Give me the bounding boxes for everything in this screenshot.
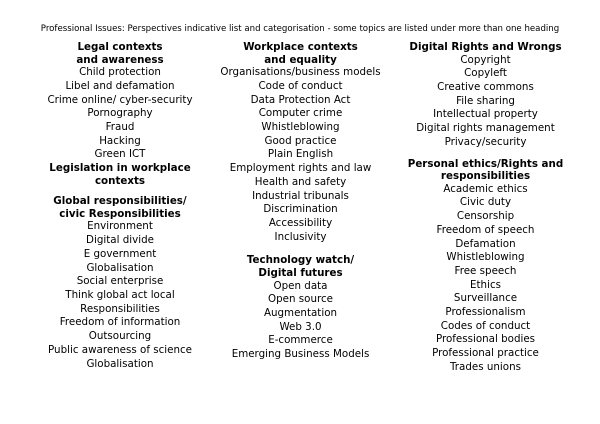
heading-line: Digital Rights and Wrongs [409, 41, 562, 53]
spacer [30, 187, 210, 195]
list-item: Freedom of information [59, 316, 181, 329]
list-item: Open data [273, 279, 328, 292]
list-item: Computer crime [258, 107, 343, 120]
section-legal-contexts [30, 41, 210, 162]
heading-line: civic Responsibilities [59, 207, 181, 220]
list-item: Open source [268, 293, 333, 306]
list-item: Free speech [454, 264, 517, 277]
list-item: Trades unions [450, 360, 521, 373]
list-item: Augmentation [263, 306, 338, 319]
list-item: Creative commons [437, 81, 534, 93]
heading-line: responsibilities [440, 170, 531, 183]
spacer [398, 150, 573, 158]
section-legislation-workplace [30, 162, 210, 187]
section-personal-ethics [398, 158, 573, 375]
list-item: Surveillance [453, 292, 518, 305]
list-item: Data Protection Act [250, 93, 351, 106]
heading-line: Legislation in workplace [49, 162, 191, 175]
list-item: Code of conduct [258, 79, 343, 92]
list-item: Copyright [460, 53, 511, 66]
heading-line: Personal ethics/Rights and [407, 157, 564, 170]
heading-line: Global responsibilities/ [53, 195, 187, 208]
heading-line: and equality [264, 53, 337, 66]
list-item: Child protection [79, 66, 161, 79]
list-item: Intellectual property [433, 108, 538, 121]
list-item: Health and safety [254, 175, 347, 188]
section-heading [30, 162, 210, 187]
list-item: Responsibilities [80, 302, 160, 315]
heading-line: contexts [94, 174, 146, 187]
list-item: Pornography [87, 107, 153, 120]
list-item: Whistleblowing [446, 251, 525, 264]
list-item: Professionalism [445, 306, 526, 319]
section-technology-watch [213, 254, 388, 361]
heading-line: Digital futures [258, 266, 343, 279]
list-item: Outsourcing [88, 330, 152, 343]
list-item: File sharing [456, 94, 515, 107]
list-item: E government [83, 247, 157, 260]
heading-line: Workplace contexts [243, 41, 358, 53]
section-global-responsibilities [30, 195, 210, 371]
list-item: Whistleblowing [261, 121, 340, 133]
section-workplace-contexts [213, 41, 388, 244]
list-item: Professional bodies [435, 333, 536, 346]
list-item: Emerging Business Models [231, 348, 370, 361]
list-item: Copyleft [464, 67, 507, 80]
list-item: Environment [87, 220, 153, 233]
list-item: Globalisation [86, 357, 154, 370]
list-item: Hacking [99, 134, 141, 147]
column-right [398, 41, 573, 375]
list-item: Think global act local [65, 289, 175, 301]
list-item: Social enterprise [76, 275, 164, 288]
section-digital-rights [398, 41, 573, 150]
heading-line: and awareness [76, 53, 164, 66]
spacer [213, 244, 388, 254]
list-item: Discrimination [263, 203, 338, 216]
section-heading [30, 195, 210, 220]
section-heading [213, 254, 388, 279]
list-item: Censorship [456, 210, 515, 223]
list-item: Good practice [264, 134, 337, 147]
heading-line: Technology watch/ [246, 254, 355, 267]
list-item: Green ICT [94, 148, 146, 161]
list-item: Public awareness of science [48, 343, 192, 356]
list-item: Globalisation [86, 261, 154, 274]
list-item: Professional practice [432, 347, 539, 360]
column-left [30, 41, 210, 371]
list-item: Freedom of speech [436, 223, 535, 236]
list-item: Codes of conduct [440, 319, 531, 332]
page-caption: Professional Issues: Perspectives indicative list and categorisation - some topics are listed under more than one heading [40, 24, 560, 34]
list-item: Digital divide [86, 234, 154, 247]
list-item: Industrial tribunals [252, 189, 349, 202]
list-item: Civic duty [459, 196, 512, 209]
section-heading [398, 41, 573, 54]
list-item: Accessibility [268, 216, 333, 229]
list-item: Web 3.0 [279, 320, 322, 333]
list-item: Employment rights and law [229, 162, 372, 175]
list-item: Inclusivity [274, 230, 327, 243]
list-item: Crime online/ cyber-security [47, 93, 193, 106]
list-item: Plain English [267, 148, 334, 161]
list-item: Digital rights management [416, 122, 555, 135]
section-heading [398, 158, 573, 183]
list-item: Ethics [470, 278, 501, 291]
list-item: Organisations/business models [220, 66, 381, 79]
section-heading [213, 41, 388, 66]
heading-line: Legal contexts [77, 41, 163, 53]
list-item: Privacy/security [444, 135, 527, 148]
list-item: Academic ethics [443, 182, 528, 195]
list-item: Defamation [455, 237, 516, 250]
list-item: Fraud [105, 121, 135, 133]
list-item: Libel and defamation [65, 79, 175, 92]
column-middle [213, 41, 388, 362]
section-heading [30, 41, 210, 66]
list-item: E-commerce [268, 334, 333, 347]
